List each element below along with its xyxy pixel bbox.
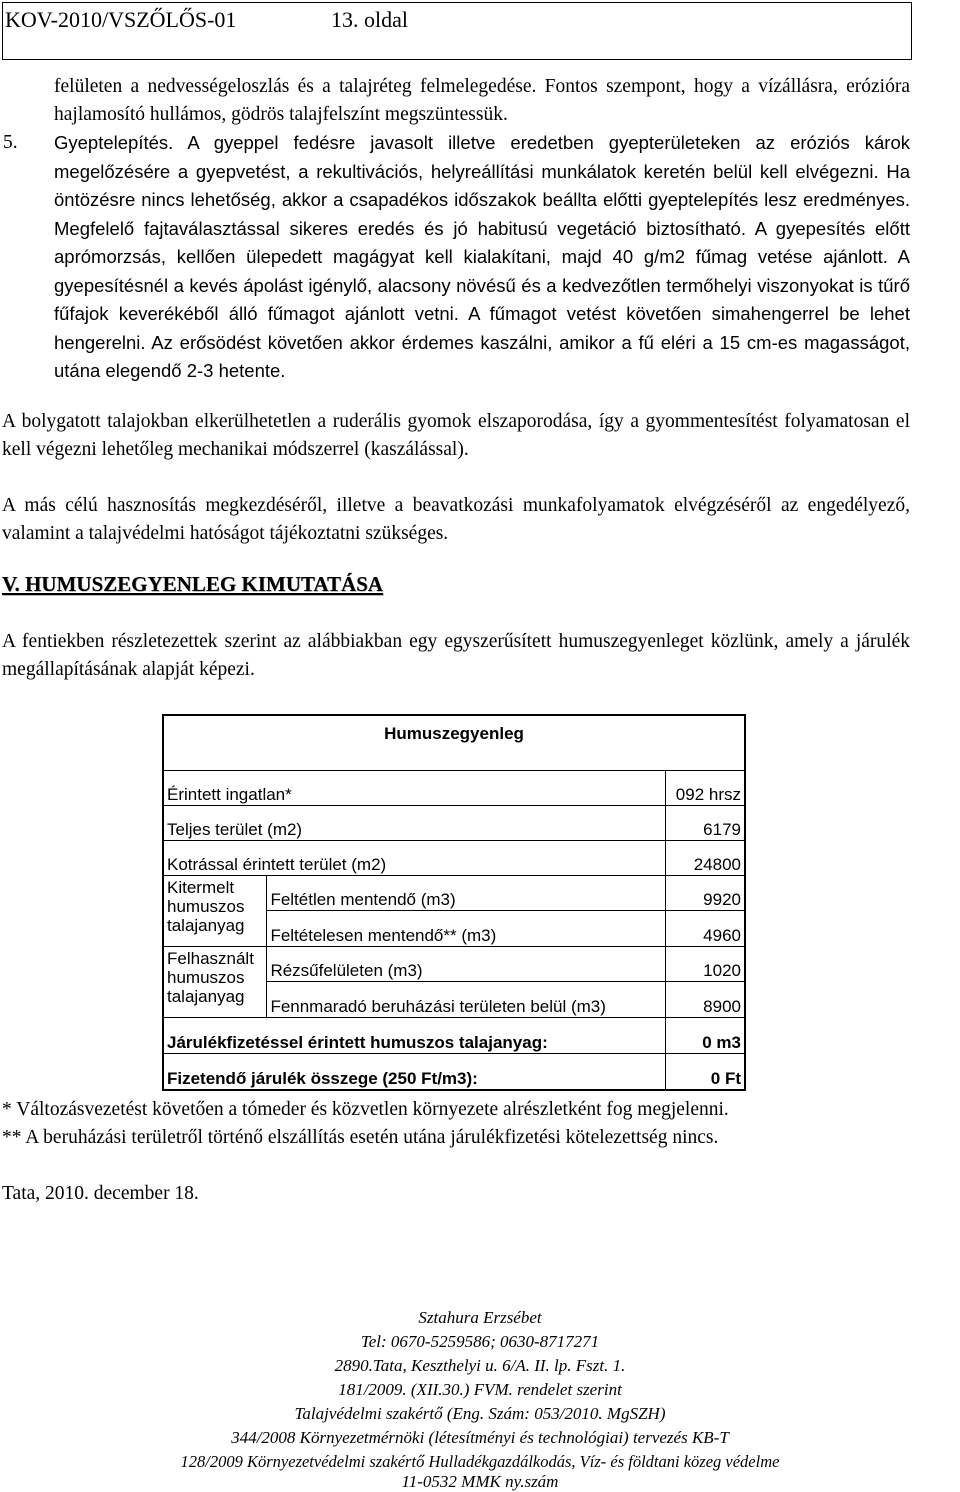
paragraph-notice: A más célú hasznosítás megkezdéséről, illetve a beavatkozási munkafolyamatok elvégzéséről az engedélyező, valamint a talajvédelmi hatóságot tájékoztatni szükséges.	[2, 495, 910, 544]
row-label: Fizetendő járulék összege (250 Ft/m3):	[163, 1054, 665, 1091]
row-label: Feltétlen mentendő (m3)	[267, 876, 665, 911]
table-row	[163, 771, 745, 806]
row-value: 8900	[665, 982, 745, 1018]
row-value: 4960	[665, 911, 745, 947]
paragraph-ruderal: A bolygatott talajokban elkerülhetetlen a ruderális gyomok elszaporodása, így a gyommentesítést folyamatosan el kell végezni lehetőleg mechanikai módszerrel (kaszálással).	[2, 411, 910, 460]
row-label: Kotrással érintett terület (m2)	[163, 841, 665, 876]
row-value: 0 m3	[665, 1018, 745, 1054]
humus-balance-table	[162, 714, 746, 1091]
footnote-1: * Változásvezetést követően a tómeder és közvetlen környezete alrészletként fog megjelenni.	[2, 1099, 729, 1120]
row-value: 24800	[665, 841, 745, 876]
place-date: Tata, 2010. december 18.	[2, 1183, 199, 1204]
row-label: Rézsűfelületen (m3)	[267, 947, 665, 982]
row-value: 092 hrsz	[665, 771, 745, 806]
row-label: Járulékfizetéssel érintett humuszos talajanyag:	[163, 1018, 665, 1054]
row-label: Érintett ingatlan*	[163, 771, 665, 806]
footnote-2: ** A beruházási területről történő elszállítás esetén utána járulékfizetési kötelezettség nincs.	[2, 1127, 719, 1148]
row-value: 6179	[665, 806, 745, 841]
table-row	[163, 876, 745, 911]
table-row	[163, 806, 745, 841]
document-id: KOV-2010/VSZŐLŐS-01	[5, 7, 237, 32]
signature-address: 2890.Tata, Keszthelyi u. 6/A. II. lp. Fszt. 1.	[334, 1356, 626, 1375]
signature-line-1: 181/2009. (XII.30.) FVM. rendelet szerint	[338, 1380, 622, 1399]
table-row	[163, 947, 745, 982]
signature-tel: Tel: 0670-5259586; 0630-8717271	[360, 1332, 600, 1351]
table-row	[163, 1054, 745, 1091]
table-row	[163, 841, 745, 876]
intro-paragraph: felületen a nedvességeloszlás és a talajréteg felmelegedése. Fontos szempont, hogy a vízállásra, erózióra hajlamosító hullámos, gödrös talajfelszínt megszüntessük.	[54, 76, 910, 125]
table-row	[163, 1018, 745, 1054]
signature-line-3: 344/2008 Környezetmérnöki (létesítményi és technológiai) tervezés KB-T	[231, 1428, 729, 1447]
paragraph-section-intro: A fentiekben részletezettek szerint az alábbiakban egy egyszerűsített humuszegyenleget közlünk, amely a járulék megállapításának alapját képezi.	[2, 631, 910, 680]
signature-line-4: 128/2009 Környezetvédelmi szakértő Hulladékgazdálkodás, Víz- és földtani közeg védelme	[180, 1452, 780, 1471]
list-item-text: A gyeppel fedésre javasolt illetve eredetben gyepterületeken az eróziós károk megelőzésére a gyepvetést, a rekultivációs, helyreállítási munkálatok keretén belül kell elvégezni. Ha öntözésre nincs lehetőség, akkor a csapadékos időszakok beállta előtti gyeptelepítés lesz eredményes. Megfelelő fajtaválasztással sikeres eredés és jó habitusú vegetáció biztosítható. A gyepesítés előtt aprómorzsás, kellően ülepedett magágyat kell kialakítani, majd 40 g/m2 fűmag vetése ajánlott. A gyepesítésnél a kevés ápolást igénylő, alacsony növésű és a kedvezőtlen termőhelyi viszonyokat is tűrő fűfajok keverékéből álló fűmagot ajánlott vetni. A fűmagot vetést követően simahengerrel be lehet hengerelni. Az erősödést követően akkor érdemes kaszálni, amikor a fű eléri a 15 cm-es magasságot, utána elegendő 2-3 hetente.	[54, 132, 910, 381]
row-value: 9920	[665, 876, 745, 911]
group-label-felhasznalt: Felhasznált humuszos talajanyag	[163, 947, 267, 1018]
list-item-title: Gyeptelepítés.	[54, 132, 174, 153]
table-title: Humuszegyenleg	[163, 715, 745, 752]
row-value: 0 Ft	[665, 1054, 745, 1091]
signature-name: Sztahura Erzsébet	[418, 1308, 542, 1327]
section-title: V. HUMUSZEGYENLEG KIMUTATÁSA	[2, 572, 383, 596]
signature-line-2: Talajvédelmi szakértő (Eng. Szám: 053/2010. MgSZH)	[294, 1404, 666, 1423]
row-value: 1020	[665, 947, 745, 982]
page-header	[2, 2, 912, 60]
row-label: Teljes terület (m2)	[163, 806, 665, 841]
signature-line-5: 11-0532 MMK ny.szám	[401, 1472, 559, 1491]
group-label-kitermelt: Kitermelt humuszos talajanyag	[163, 876, 267, 947]
page-number: 13. oldal	[331, 7, 408, 32]
list-number: 5.	[3, 132, 18, 153]
row-label: Feltételesen mentendő** (m3)	[267, 911, 665, 947]
row-label: Fennmaradó beruházási területen belül (m3)	[267, 982, 665, 1018]
table-spacer	[163, 752, 745, 771]
list-item-gyeptelepites	[54, 129, 910, 386]
